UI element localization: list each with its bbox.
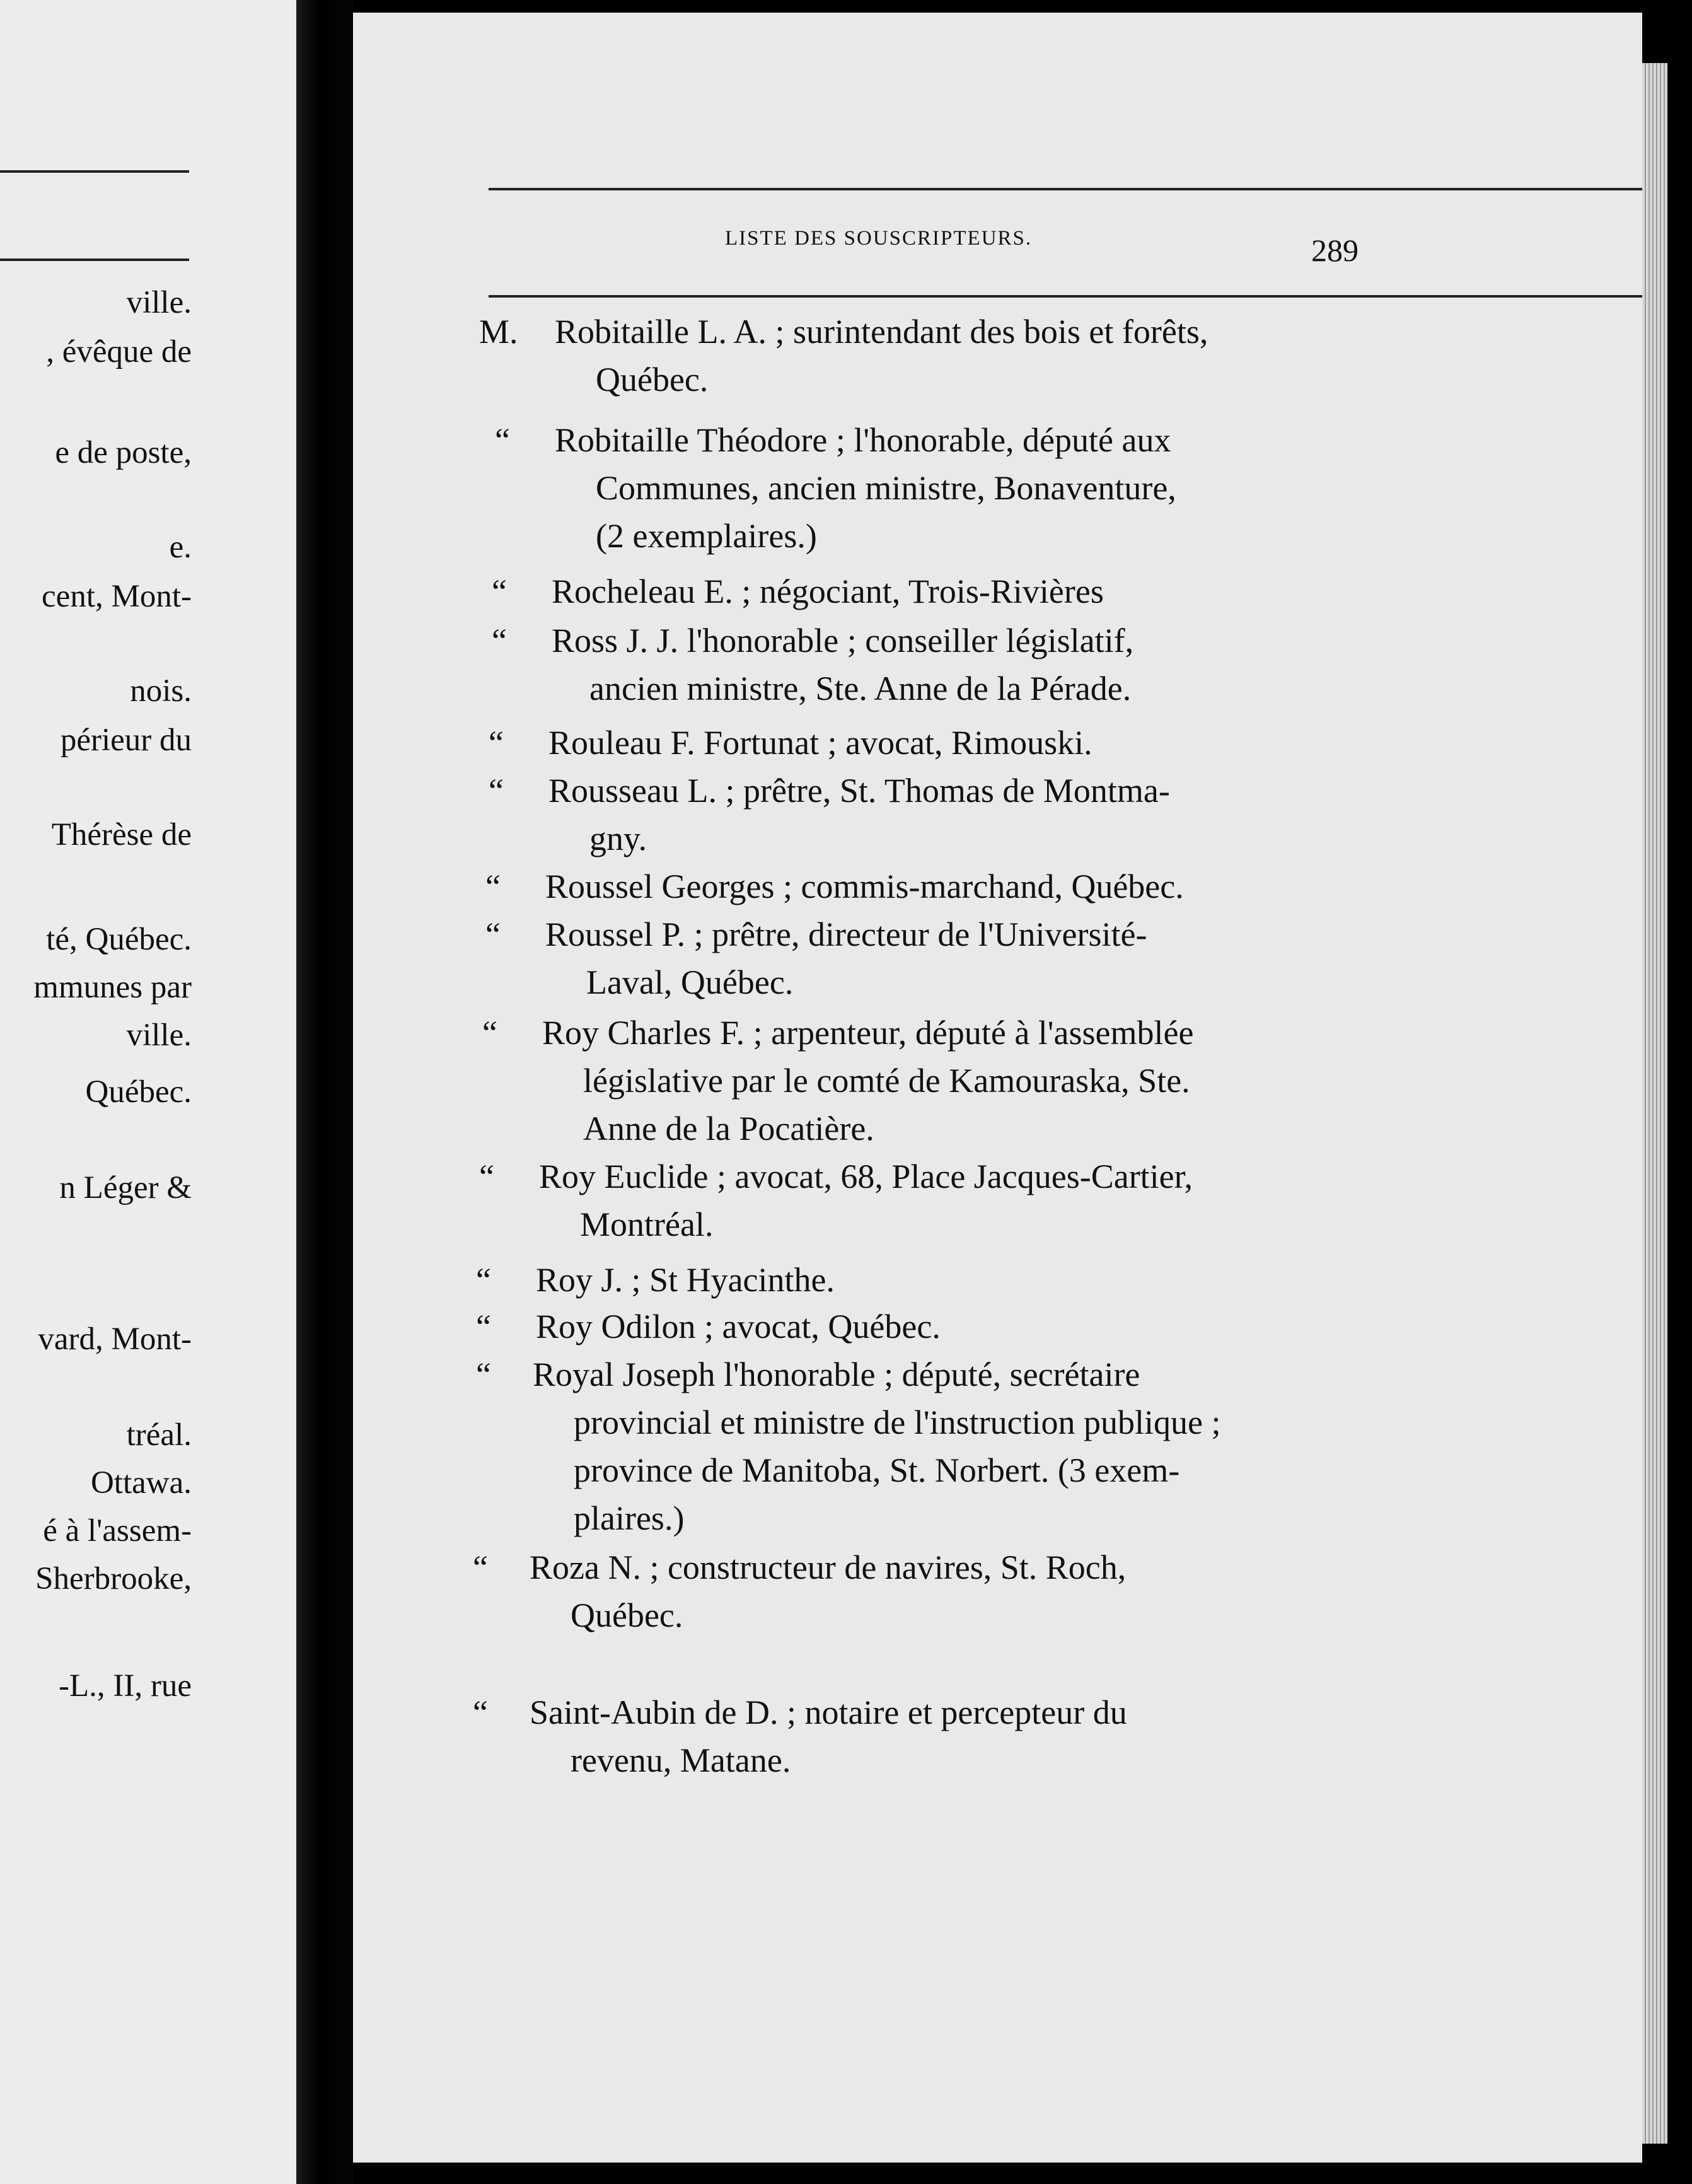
left-fragment: n Léger & xyxy=(59,1170,192,1205)
left-header-rule-top xyxy=(0,170,189,173)
entry-mark: “ xyxy=(482,1014,497,1052)
left-fragment: é à l'assem- xyxy=(43,1513,192,1548)
entry-line: Ross J. J. l'honorable ; conseiller législatif, xyxy=(552,622,1134,659)
subscriber-entry xyxy=(495,416,1176,560)
entry-mark: “ xyxy=(495,421,510,459)
entry-line: province de Manitoba, St. Norbert. (3 exem- xyxy=(574,1451,1180,1489)
entry-line: (2 exemplaires.) xyxy=(596,517,817,555)
left-fragment: Québec. xyxy=(85,1074,192,1110)
entry-mark: “ xyxy=(473,1548,488,1586)
subscriber-entry xyxy=(476,1350,1221,1542)
entry-mark: “ xyxy=(473,1693,488,1731)
entry-mark: “ xyxy=(492,572,507,610)
entry-line: Rocheleau E. ; négociant, Trois-Rivières xyxy=(552,572,1104,610)
subscriber-entry xyxy=(485,863,1184,910)
running-head: LISTE DES SOUSCRIPTEURS. xyxy=(725,227,1033,250)
entry-line: Roy Odilon ; avocat, Québec. xyxy=(536,1308,941,1345)
subscriber-entry xyxy=(482,1009,1194,1153)
entry-line: Roy J. ; St Hyacinthe. xyxy=(536,1261,835,1299)
subscriber-entry xyxy=(473,1543,1127,1639)
entry-mark: “ xyxy=(485,868,501,905)
subscriber-entry xyxy=(485,910,1147,1006)
subscriber-entry xyxy=(479,1153,1193,1248)
subscriber-entry xyxy=(489,719,1092,767)
entry-mark: “ xyxy=(489,772,504,810)
entry-mark: “ xyxy=(476,1308,491,1345)
entry-mark: “ xyxy=(479,1158,494,1195)
left-fragment: cent, Mont- xyxy=(42,579,192,614)
entry-line: Communes, ancien ministre, Bonaventure, xyxy=(596,469,1176,507)
entry-line: Rousseau L. ; prêtre, St. Thomas de Montma- xyxy=(548,772,1170,810)
left-fragment: mmunes par xyxy=(33,970,192,1005)
left-fragment: Sherbrooke, xyxy=(35,1561,192,1596)
entry-mark: “ xyxy=(476,1356,491,1393)
entry-line: Roussel Georges ; commis-marchand, Québec. xyxy=(545,868,1184,905)
left-fragment: té, Québec. xyxy=(46,922,192,957)
left-fragment: , évêque de xyxy=(46,334,192,369)
entry-line: Royal Joseph l'honorable ; député, secrétaire xyxy=(533,1356,1140,1393)
entry-line: Saint-Aubin de D. ; notaire et percepteur du xyxy=(530,1693,1127,1731)
left-header-rule-bottom xyxy=(0,258,189,261)
entry-line: Roy Euclide ; avocat, 68, Place Jacques-Cartier, xyxy=(539,1158,1193,1195)
entry-line: ancien ministre, Ste. Anne de la Pérade. xyxy=(589,670,1132,707)
left-fragment: ville. xyxy=(126,1018,192,1053)
entry-line: Laval, Québec. xyxy=(586,963,794,1001)
entry-mark: “ xyxy=(485,915,501,953)
left-page xyxy=(0,0,296,2184)
subscriber-entry xyxy=(492,567,1104,615)
subscriber-entry xyxy=(476,1303,941,1350)
subscriber-entry xyxy=(492,617,1134,712)
left-fragment: nois. xyxy=(130,673,192,709)
entry-mark: M. xyxy=(479,313,518,351)
entry-line: gny. xyxy=(589,820,647,857)
left-fragment: Ottawa. xyxy=(90,1465,192,1501)
subscriber-entry xyxy=(489,767,1170,863)
left-fragment: e de poste, xyxy=(55,435,192,470)
binding-gutter xyxy=(296,0,353,2184)
entry-line: Roussel P. ; prêtre, directeur de l'Université- xyxy=(545,915,1147,953)
left-fragment: Thérèse de xyxy=(51,817,192,852)
left-fragment: ville. xyxy=(126,285,192,320)
entry-line: législative par le comté de Kamouraska, Ste. xyxy=(583,1062,1190,1100)
page-number: 289 xyxy=(1311,233,1359,268)
entry-mark: “ xyxy=(489,724,504,762)
entry-line: Montréal. xyxy=(580,1205,714,1243)
right-page xyxy=(353,13,1642,2163)
entry-line: Roy Charles F. ; arpenteur, député à l'assemblée xyxy=(542,1014,1194,1052)
entry-mark: “ xyxy=(492,622,507,659)
entry-line: plaires.) xyxy=(574,1499,685,1537)
page-edges xyxy=(1642,63,1667,2144)
entry-line: revenu, Matane. xyxy=(571,1741,791,1779)
subscriber-entry xyxy=(479,308,1208,404)
left-fragment: périeur du xyxy=(60,723,192,758)
entry-line: Rouleau F. Fortunat ; avocat, Rimouski. xyxy=(548,724,1092,762)
entry-mark: “ xyxy=(476,1261,491,1299)
header-rule-top xyxy=(489,188,1642,190)
entry-line: Québec. xyxy=(596,361,709,398)
header-rule-bottom xyxy=(489,295,1642,298)
left-fragment: e. xyxy=(169,530,192,565)
entry-line: Robitaille Théodore ; l'honorable, député aux xyxy=(555,421,1171,459)
left-fragment: vard, Mont- xyxy=(38,1321,192,1357)
entry-line: Robitaille L. A. ; surintendant des bois et forêts, xyxy=(555,313,1208,351)
subscriber-entry xyxy=(476,1256,835,1304)
entry-line: provincial et ministre de l'instruction publique ; xyxy=(574,1403,1221,1441)
entry-line: Québec. xyxy=(571,1596,683,1634)
subscriber-entry xyxy=(473,1688,1127,1784)
left-fragment: tréal. xyxy=(126,1417,192,1453)
left-fragment: -L., II, rue xyxy=(59,1668,192,1704)
entry-line: Anne de la Pocatière. xyxy=(583,1110,874,1147)
entry-line: Roza N. ; constructeur de navires, St. Roch, xyxy=(530,1548,1127,1586)
